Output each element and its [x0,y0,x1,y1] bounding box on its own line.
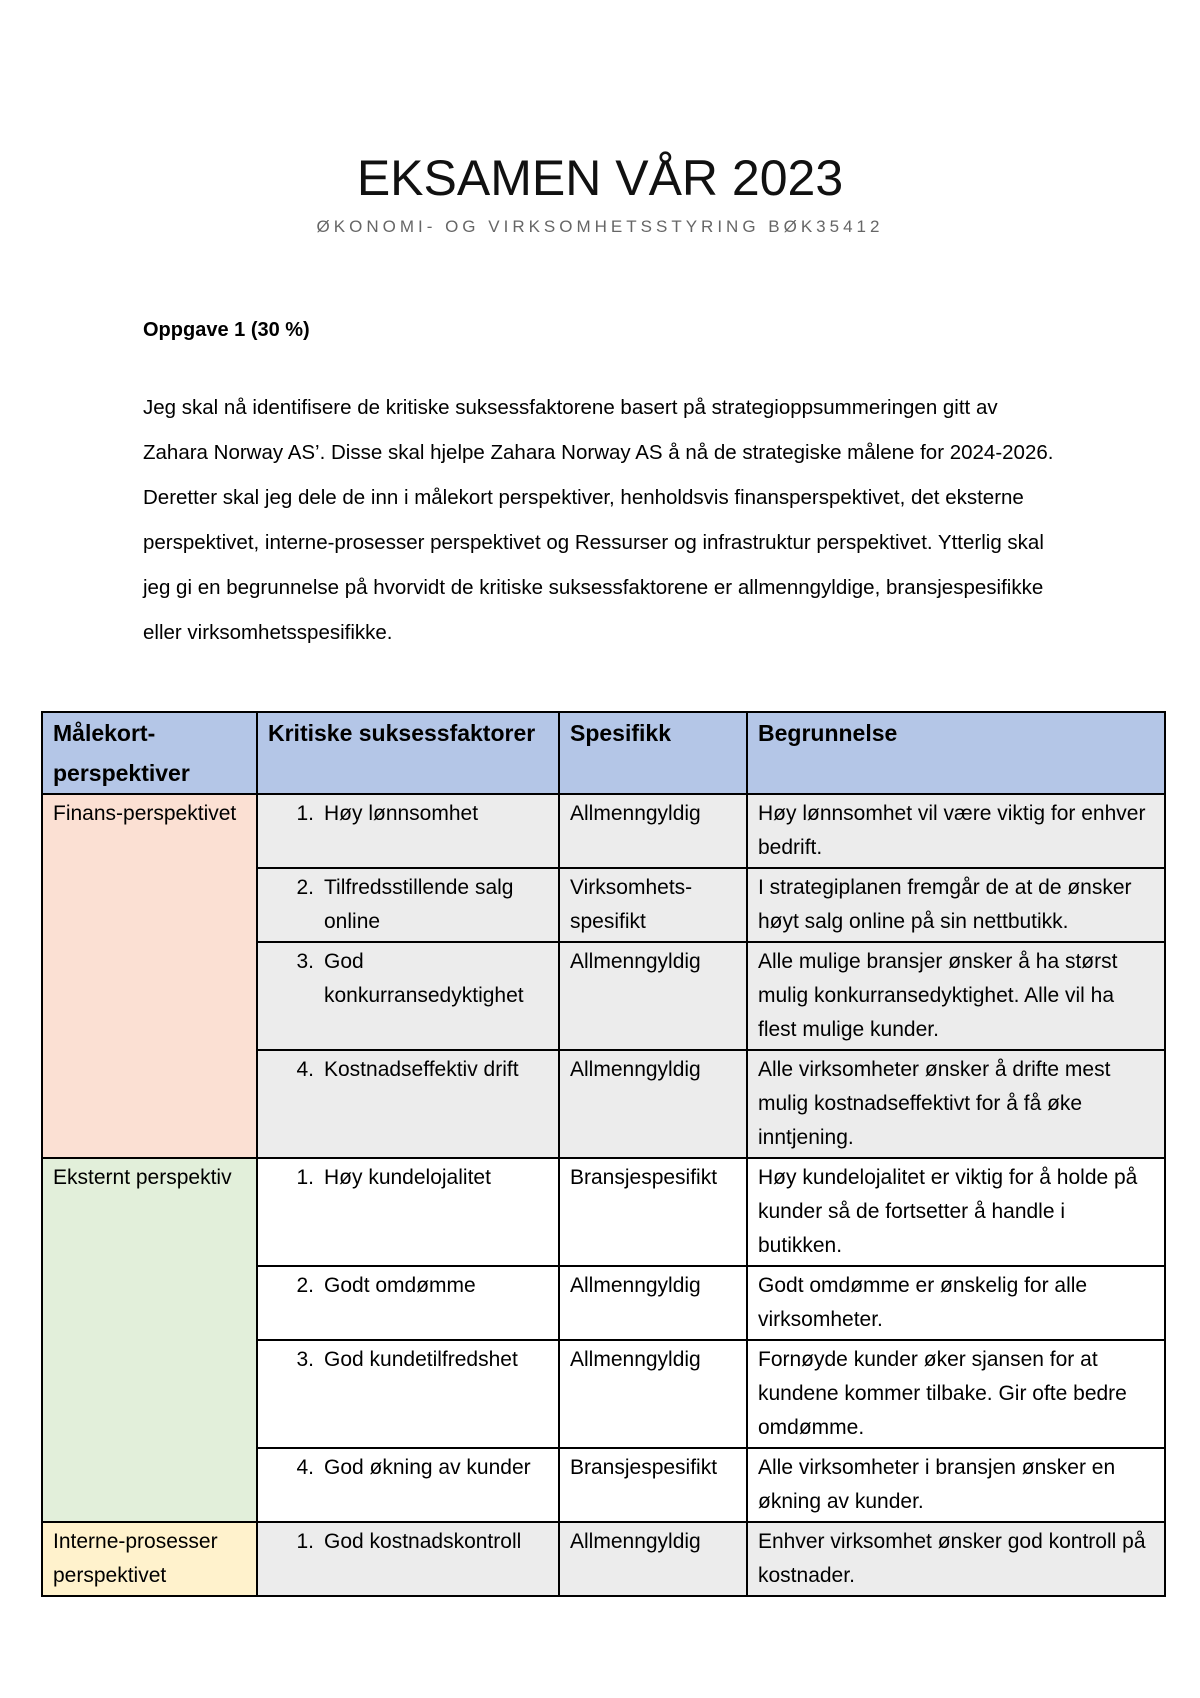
perspective-cell-interne: Interne-prosesser perspektivet [42,1522,257,1596]
header-factors: Kritiske suksessfaktorer [257,712,559,794]
task-heading: Oppgave 1 (30 %) [143,319,310,341]
factor-number: 1. [296,802,314,825]
factor-cell [257,794,559,868]
factor-number: 4. [296,1058,314,1081]
scorecard-table [41,711,1166,1597]
reason-cell: Fornøyde kunder øker sjansen for at kundene kommer tilbake. Gir ofte bedre omdømme. [747,1340,1165,1448]
header-perspective: Målekort-perspektiver [42,712,257,794]
factor-number: 1. [296,1166,314,1189]
factor-number: 3. [296,1348,314,1371]
reason-cell: Høy kundelojalitet er viktig for å holde på kunder så de fortsetter å handle i butikken. [747,1158,1165,1266]
factor-cell [257,1158,559,1266]
specific-cell: Allmenngyldig [559,794,747,868]
document-title: EKSAMEN VÅR 2023 [356,150,844,206]
table-header-row [42,712,1165,794]
factor-text: God kostnadskontroll [324,1530,522,1553]
table-row [42,794,1165,868]
specific-cell: Allmenngyldig [559,1340,747,1448]
reason-cell: Høy lønnsomhet vil være viktig for enhver bedrift. [747,794,1165,868]
factor-number: 3. [296,950,314,973]
reason-cell: Godt omdømme er ønskelig for alle virksomheter. [747,1266,1165,1340]
specific-cell: Allmenngyldig [559,1050,747,1158]
specific-cell: Allmenngyldig [559,942,747,1050]
factor-text: God økning av kunder [324,1456,531,1479]
perspective-cell-finans: Finans-perspektivet [42,794,257,1158]
header-specific: Spesifikk [559,712,747,794]
reason-cell: Alle virksomheter ønsker å drifte mest mulig kostnadseffektivt for å få øke inntjening. [747,1050,1165,1158]
specific-cell: Virksomhets-spesifikt [559,868,747,942]
factor-text: God konkurransedyktighet [324,950,524,1007]
factor-number: 1. [296,1530,314,1553]
specific-cell: Allmenngyldig [559,1522,747,1596]
factor-cell [257,1050,559,1158]
factor-text: Høy lønnsomhet [324,802,479,825]
intro-paragraph: Jeg skal nå identifisere de kritiske suksessfaktorene basert på strategioppsummeringen gitt av Zahara Norway AS’. Disse skal hjelpe Zahara Norway AS å nå de strategiske målene for 2024-2026. Deretter skal jeg dele de inn i målekort perspektiver, henholdsvis finansperspektivet, det eksterne perspektivet, interne-prosesser perspektivet og Ressurser og infrastruktur perspektivet. Ytterlig skal jeg gi en begrunnelse på hvorvidt de kritiske suksessfaktorene er allmenngyldige, bransjespesifikke eller virksomhetsspesifikke. [143,396,1054,644]
table-row [42,1522,1165,1596]
factor-cell [257,1448,559,1522]
perspective-cell-eksternt: Eksternt perspektiv [42,1158,257,1522]
factor-text: Godt omdømme [324,1274,476,1297]
document-subtitle: ØKONOMI- OG VIRKSOMHETSSTYRING BØK35412 [316,217,884,236]
table-row [42,1158,1165,1266]
reason-cell: Alle mulige bransjer ønsker å ha størst mulig konkurransedyktighet. Alle vil ha flest mulige kunder. [747,942,1165,1050]
factor-number: 4. [296,1456,314,1479]
factor-number: 2. [296,1274,314,1297]
factor-cell [257,1340,559,1448]
specific-cell: Allmenngyldig [559,1266,747,1340]
reason-cell: Alle virksomheter i bransjen ønsker en økning av kunder. [747,1448,1165,1522]
factor-text: God kundetilfredshet [324,1348,518,1371]
reason-cell: I strategiplanen fremgår de at de ønsker høyt salg online på sin nettbutikk. [747,868,1165,942]
factor-cell [257,1266,559,1340]
factor-cell [257,1522,559,1596]
factor-cell [257,942,559,1050]
factor-text: Tilfredsstillende salg online [324,876,514,933]
factor-text: Kostnadseffektiv drift [324,1058,519,1081]
specific-cell: Bransjespesifikt [559,1448,747,1522]
header-reason: Begrunnelse [747,712,1165,794]
factor-number: 2. [296,876,314,899]
factor-text: Høy kundelojalitet [324,1166,491,1189]
factor-cell [257,868,559,942]
reason-cell: Enhver virksomhet ønsker god kontroll på kostnader. [747,1522,1165,1596]
specific-cell: Bransjespesifikt [559,1158,747,1266]
